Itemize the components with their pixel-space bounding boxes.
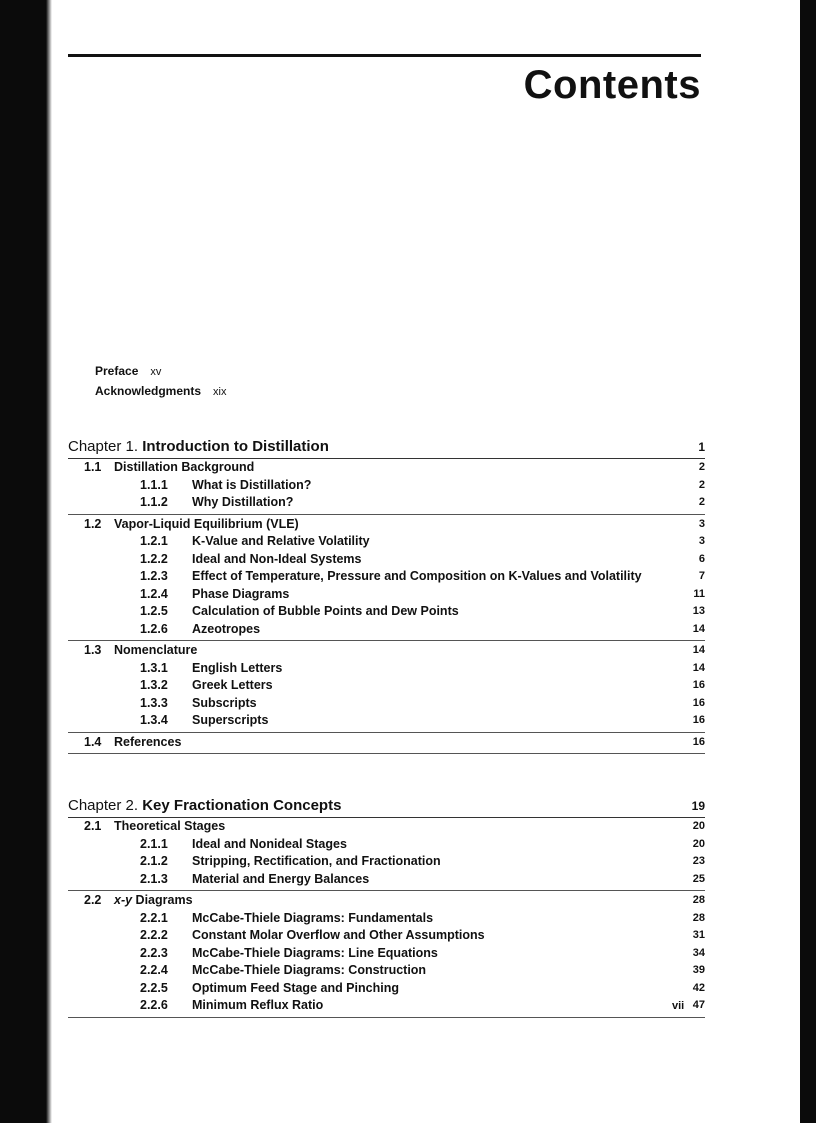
- subsection-page: 13: [692, 605, 705, 617]
- toc-subsection-row: [68, 551, 705, 569]
- chapter-label: Chapter 1.: [68, 438, 139, 455]
- chapter-heading: [68, 795, 705, 818]
- subsection-number: 2.2.4: [140, 963, 168, 977]
- section-title: Vapor-Liquid Equilibrium (VLE): [114, 516, 299, 531]
- chapter-2-block: [68, 795, 705, 1019]
- page-title: Contents: [523, 63, 701, 107]
- front-matter-item: [95, 361, 495, 381]
- front-matter: [95, 361, 495, 401]
- toc-subsection-row: [68, 853, 705, 871]
- subsection-page: 47: [692, 999, 705, 1011]
- toc-subsection-row: [68, 871, 705, 889]
- subsection-page: 3: [698, 535, 705, 547]
- toc-section-row: [68, 459, 705, 477]
- subsection-number: 1.1.2: [140, 495, 168, 509]
- front-matter-page: xv: [150, 366, 162, 378]
- subsection-number: 2.1.1: [140, 836, 168, 851]
- subsection-number: 1.3.2: [140, 678, 168, 692]
- scan-edge-right: [800, 0, 816, 1123]
- toc-subsection-row: [68, 568, 705, 586]
- subsection-title: Effect of Temperature, Pressure and Composition on K-Values and Volatility: [192, 569, 642, 583]
- section-number: 1.3: [84, 643, 102, 657]
- toc-subsection-row: [68, 603, 705, 621]
- subsection-number: 2.1.2: [140, 854, 168, 868]
- subsection-page: 34: [692, 946, 705, 959]
- toc-subsection-row: [68, 586, 705, 604]
- section-group: [68, 818, 705, 891]
- subsection-number: 2.2.5: [140, 980, 168, 995]
- section-title: Distillation Background: [114, 460, 255, 474]
- chapter-title: Introduction to Distillation: [142, 438, 329, 455]
- toc-subsection-row: [68, 910, 705, 928]
- section-page: 2: [698, 461, 705, 473]
- section-page: 20: [692, 820, 705, 832]
- subsection-title: Constant Molar Overflow and Other Assumptions: [192, 928, 485, 942]
- subsection-number: 1.1.1: [140, 477, 168, 492]
- toc-subsection-row: [68, 660, 705, 678]
- toc-subsection-row: [68, 836, 705, 854]
- toc-subsection-row: [68, 621, 705, 639]
- section-number: 1.1: [84, 460, 102, 474]
- toc-subsection-row: [68, 980, 705, 998]
- subsection-page: 2: [698, 496, 705, 508]
- toc-subsection-row: [68, 962, 705, 980]
- toc-section-row: [68, 516, 705, 534]
- subsection-page: 39: [692, 964, 705, 976]
- chapter-title-wrap: [68, 436, 329, 458]
- section-number: 2.1: [84, 819, 102, 833]
- subsection-page: 14: [692, 622, 705, 635]
- subsection-number: 1.2.4: [140, 586, 168, 601]
- chapter-page: 19: [691, 799, 705, 813]
- section-group: [68, 516, 705, 642]
- subsection-title: Subscripts: [192, 695, 257, 710]
- subsection-title: McCabe-Thiele Diagrams: Fundamentals: [192, 910, 434, 925]
- subsection-page: 2: [698, 478, 705, 491]
- section-number: 1.4: [84, 734, 102, 749]
- subsection-page: 23: [692, 855, 705, 867]
- toc-section-row: [68, 642, 705, 660]
- subsection-title: Minimum Reflux Ratio: [192, 998, 324, 1012]
- page-number: vii: [672, 1000, 685, 1012]
- toc-subsection-row: [68, 677, 705, 695]
- subsection-number: 1.3.3: [140, 695, 168, 710]
- scan-edge-left: [0, 0, 50, 1123]
- subsection-page: 42: [692, 981, 705, 994]
- section-number: 2.2: [84, 893, 102, 907]
- toc-subsection-row: [68, 533, 705, 551]
- subsection-number: 1.2.6: [140, 621, 168, 636]
- chapter-label: Chapter 2.: [68, 797, 139, 814]
- subsection-title: Stripping, Rectification, and Fractionation: [192, 854, 441, 868]
- subsection-number: 2.2.6: [140, 998, 168, 1012]
- toc-subsection-row: [68, 997, 705, 1015]
- front-matter-label: Acknowledgments: [95, 384, 202, 398]
- subsection-number: 1.2.5: [140, 604, 168, 618]
- subsection-page: 14: [692, 661, 705, 674]
- section-page: 14: [692, 644, 705, 656]
- italic-xy: x-y: [114, 893, 133, 907]
- section-title: x-y Diagrams: [114, 893, 193, 907]
- subsection-number: 1.2.2: [140, 551, 168, 566]
- subsection-page: 11: [693, 587, 705, 600]
- section-group: [68, 459, 705, 515]
- subsection-number: 1.3.1: [140, 660, 168, 675]
- toc-section-row: [68, 734, 705, 752]
- section-title: Theoretical Stages: [114, 819, 226, 833]
- chapter-1-block: [68, 436, 705, 755]
- section-page: 16: [692, 735, 705, 748]
- subsection-page: 7: [698, 570, 705, 582]
- toc-subsection-row: [68, 927, 705, 945]
- subsection-title: Ideal and Non-Ideal Systems: [192, 551, 362, 566]
- section-page: 28: [692, 894, 705, 906]
- subsection-title: English Letters: [192, 660, 283, 675]
- front-matter-page: xix: [213, 386, 227, 398]
- subsection-number: 1.2.3: [140, 569, 168, 583]
- title-rule: [68, 54, 701, 57]
- toc-subsection-row: [68, 945, 705, 963]
- subsection-page: 31: [692, 929, 705, 941]
- toc-subsection-row: [68, 477, 705, 495]
- subsection-number: 1.2.1: [140, 534, 168, 548]
- section-group: [68, 734, 705, 755]
- subsection-title: Calculation of Bubble Points and Dew Points: [192, 604, 459, 618]
- subsection-number: 2.2.1: [140, 910, 168, 925]
- subsection-page: 16: [692, 714, 705, 726]
- subsection-title: Material and Energy Balances: [192, 871, 370, 886]
- toc-subsection-row: [68, 712, 705, 730]
- section-title: Nomenclature: [114, 643, 198, 657]
- chapter-heading: [68, 436, 705, 459]
- section-number: 1.2: [84, 516, 102, 531]
- subsection-title: K-Value and Relative Volatility: [192, 534, 370, 548]
- subsection-page: 25: [692, 872, 705, 885]
- chapter-title: Key Fractionation Concepts: [142, 797, 342, 814]
- subsection-number: 2.2.3: [140, 945, 168, 960]
- subsection-number: 1.3.4: [140, 713, 168, 727]
- front-matter-label: Preface: [95, 364, 139, 378]
- subsection-title: Greek Letters: [192, 678, 273, 692]
- subsection-title: Ideal and Nonideal Stages: [192, 836, 347, 851]
- toc-section-row: [68, 818, 705, 836]
- front-matter-item: [95, 381, 495, 401]
- subsection-page: 6: [698, 552, 705, 565]
- subsection-title: Optimum Feed Stage and Pinching: [192, 980, 399, 995]
- section-page: 3: [698, 517, 705, 530]
- section-title: References: [114, 734, 182, 749]
- subsection-title: What is Distillation?: [192, 477, 312, 492]
- toc-section-row: [68, 892, 705, 910]
- subsection-title: Azeotropes: [192, 621, 261, 636]
- toc-subsection-row: [68, 695, 705, 713]
- subsection-page: 20: [692, 837, 705, 850]
- subsection-number: 2.2.2: [140, 928, 168, 942]
- subsection-title: McCabe-Thiele Diagrams: Line Equations: [192, 945, 438, 960]
- subsection-title: McCabe-Thiele Diagrams: Construction: [192, 963, 427, 977]
- subsection-page: 16: [692, 696, 705, 709]
- chapter-page: 1: [698, 440, 705, 454]
- toc-subsection-row: [68, 494, 705, 512]
- section-group: [68, 642, 705, 733]
- section-group: [68, 892, 705, 1018]
- subsection-page: 16: [692, 679, 705, 691]
- subsection-title: Why Distillation?: [192, 495, 294, 509]
- subsection-number: 2.1.3: [140, 871, 168, 886]
- subsection-page: 28: [692, 911, 705, 924]
- subsection-title: Superscripts: [192, 713, 269, 727]
- subsection-title: Phase Diagrams: [192, 586, 290, 601]
- chapter-title-wrap: [68, 795, 341, 817]
